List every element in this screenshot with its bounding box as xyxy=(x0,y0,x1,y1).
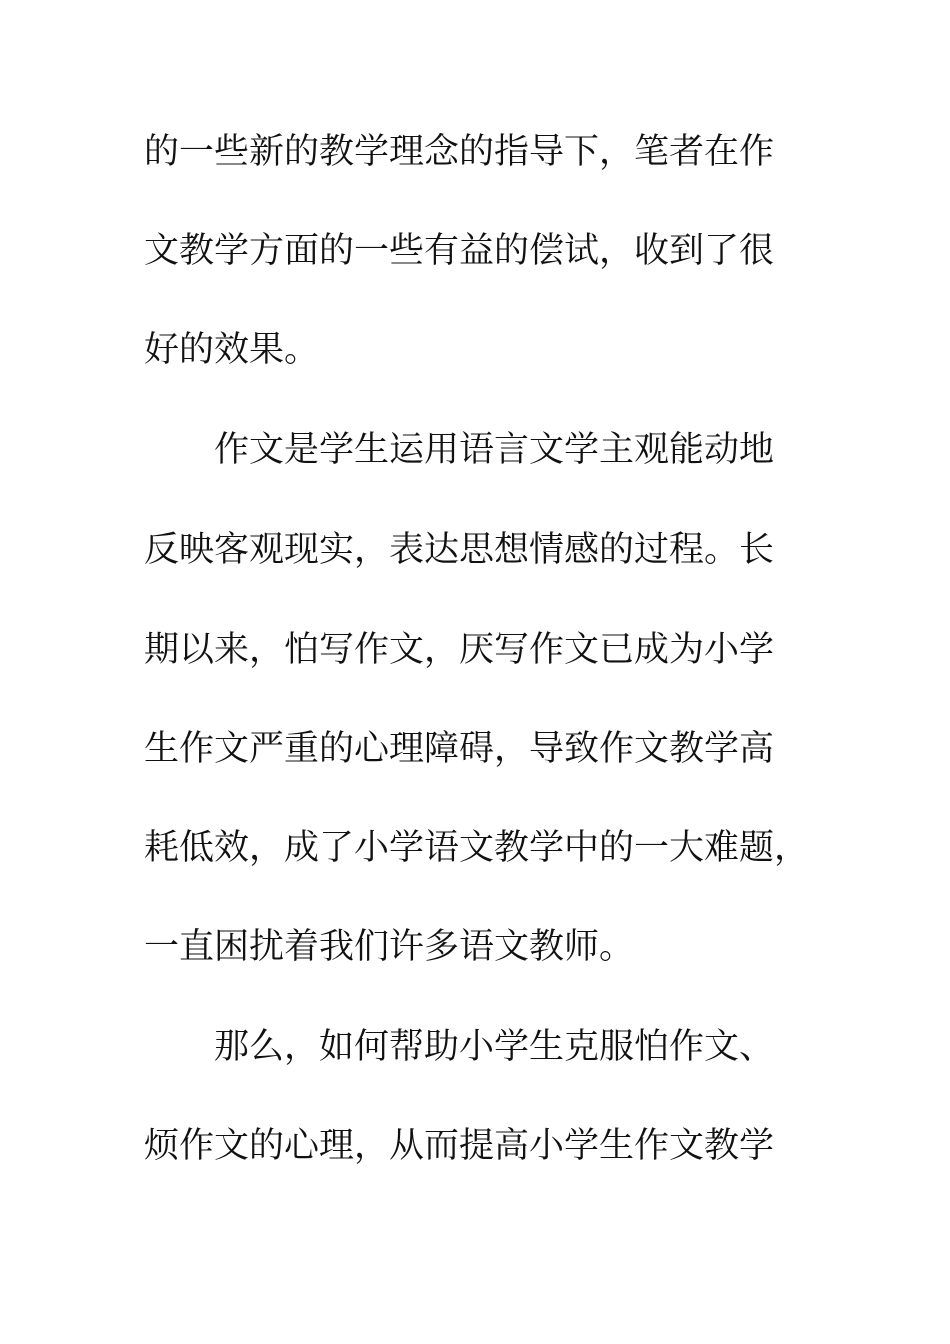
text-line: 耗低效，成了小学语文教学中的一大难题， xyxy=(144,828,810,868)
text-line: 的一些新的教学理念的指导下，笔者在作 xyxy=(144,132,775,172)
text-line: 期以来，怕写作文，厌写作文已成为小学 xyxy=(144,630,775,670)
paragraph-first-line: 那么，如何帮助小学生克服怕作文、 xyxy=(214,1027,775,1067)
paragraph-first-line: 作文是学生运用语言文学主观能动地 xyxy=(214,430,775,470)
text-line: 反映客观现实，表达思想情感的过程。长 xyxy=(144,530,775,570)
text-line: 烦作文的心理，从而提高小学生作文教学 xyxy=(144,1126,775,1166)
text-line: 生作文严重的心理障碍，导致作文教学高 xyxy=(144,729,775,769)
text-line: 一直困扰着我们许多语文教师。 xyxy=(144,927,635,967)
text-line: 好的效果。 xyxy=(144,330,320,370)
text-line: 文教学方面的一些有益的偿试，收到了很 xyxy=(144,231,775,271)
